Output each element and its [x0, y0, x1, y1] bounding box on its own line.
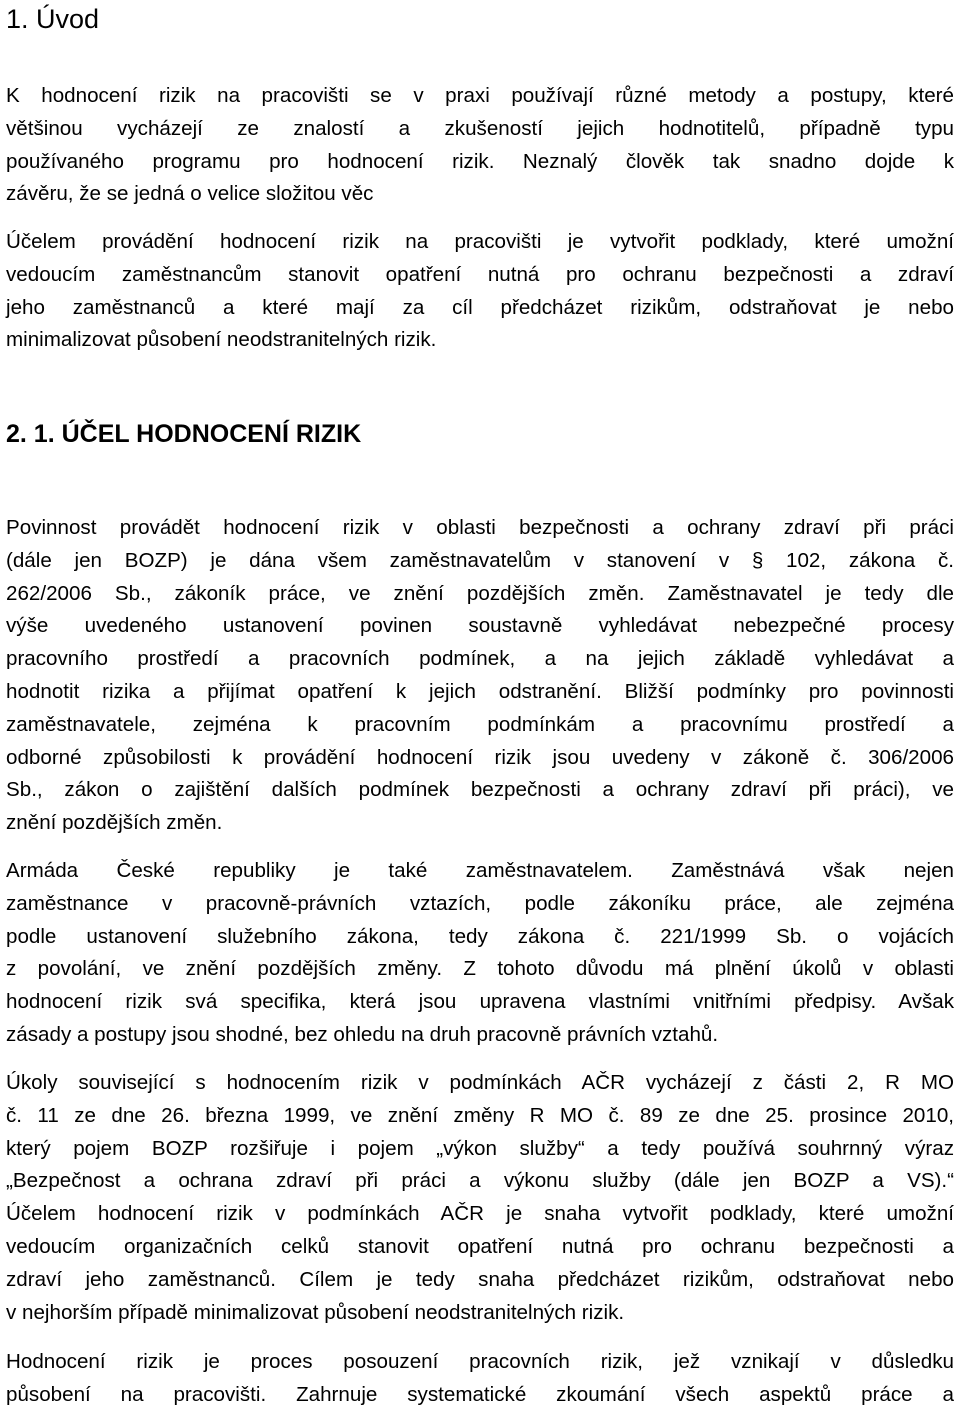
section-paragraph-1 — [6, 512, 954, 840]
text-line: Sb., zákon o zajištění dalších podmínek bezpečnosti a ochrany zdraví při práci), ve — [6, 778, 954, 802]
intro-paragraph-1 — [6, 80, 954, 211]
text-line: podle ustanovení služebního zákona, tedy zákona č. 221/1999 Sb. o vojácích — [6, 924, 954, 948]
text-line: závěru, že se jedná o velice složitou věc — [6, 182, 374, 206]
text-line: z povolání, ve znění pozdějších změny. Z tohoto důvodu má plnění úkolů v oblasti — [6, 957, 954, 981]
text-line: působení na pracovišti. Zahrnuje systematické zkoumání všech aspektů práce a — [6, 1382, 954, 1406]
text-line: vedoucím zaměstnancům stanovit opatření nutná pro ochranu bezpečnosti a zdraví — [6, 262, 954, 286]
section-paragraph-3 — [6, 1067, 954, 1329]
text-line: znění pozdějších změn. — [6, 811, 223, 835]
text-line: používaného programu pro hodnocení rizik. Neznalý člověk tak snadno dojde k — [6, 149, 954, 173]
text-line: „Bezpečnost a ochrana zdraví při práci a výkonu služby (dále jen BOZP a VS).“ — [6, 1169, 954, 1193]
text-line: Účelem hodnocení rizik v podmínkách AČR je snaha vytvořit podklady, které umožní — [6, 1202, 954, 1226]
text-line: vedoucím organizačních celků stanovit opatření nutná pro ochranu bezpečnosti a — [6, 1234, 954, 1258]
text-line: pracovního prostředí a pracovních podmínek, a na jejich základě vyhledávat a — [6, 647, 954, 671]
text-line: Povinnost provádět hodnocení rizik v oblasti bezpečnosti a ochrany zdraví při práci — [6, 516, 954, 539]
text-line: který pojem BOZP rozšiřuje i pojem „výkon služby“ a tedy používá souhrnný výraz — [6, 1136, 954, 1160]
text-line: (dále jen BOZP) je dána všem zaměstnavatelům v stanovení v § 102, zákona č. — [6, 548, 954, 572]
text-line: zaměstnavatele, zejména k pracovním podmínkám a pracovnímu prostředí a — [6, 712, 954, 736]
text-line: 262/2006 Sb., zákoník práce, ve znění pozdějších změn. Zaměstnavatel je tedy dle — [6, 581, 954, 605]
text-line: zdraví jeho zaměstnanců. Cílem je tedy snaha předcházet rizikům, odstraňovat nebo — [6, 1267, 954, 1291]
text-line: K hodnocení rizik na pracovišti se v praxi používají různé metody a postupy, které — [6, 84, 954, 107]
text-line: č. 11 ze dne 26. března 1999, ve znění změny R MO č. 89 ze dne 25. prosince 2010, — [6, 1103, 954, 1127]
intro-paragraph-2 — [6, 226, 954, 357]
text-line: odborné způsobilosti k provádění hodnocení rizik jsou uvedeny v zákoně č. 306/2006 — [6, 745, 954, 769]
text-line: v nejhorším případě minimalizovat působení neodstranitelných rizik. — [6, 1300, 625, 1324]
text-line: jeho zaměstnanců a které mají za cíl předcházet rizikům, odstraňovat je nebo — [6, 295, 954, 319]
text-line: Hodnocení rizik je proces posouzení pracovních rizik, jež vznikají v důsledku — [6, 1350, 954, 1373]
section-heading-ucel-hodnoceni-rizik: 2. 1. ÚČEL HODNOCENÍ RIZIK — [6, 420, 362, 448]
text-line: výše uvedeného ustanovení povinen soustavně vyhledávat nebezpečné procesy — [6, 614, 954, 638]
text-line: většinou vycházejí ze znalostí a zkušeností jejich hodnotitelů, případně typu — [6, 116, 954, 140]
section-paragraph-2 — [6, 855, 954, 1052]
text-line: zaměstnance v pracovně-právních vztazích, podle zákoníku práce, ale zejména — [6, 891, 954, 915]
text-line: hodnocení rizik svá specifika, která jsou upravena vlastními vnitřními předpisy. Avšak — [6, 990, 954, 1014]
text-line: hodnotit rizika a přijímat opatření k jejich odstranění. Bližší podmínky pro povinnosti — [6, 679, 954, 703]
text-line: Armáda České republiky je také zaměstnavatelem. Zaměstnává však nejen — [6, 859, 954, 882]
section-paragraph-4 — [6, 1346, 954, 1412]
text-line: minimalizovat působení neodstranitelných rizik. — [6, 328, 437, 352]
section-heading-uvod: 1. Úvod — [6, 4, 100, 34]
text-line: Účelem provádění hodnocení rizik na pracovišti je vytvořit podklady, které umožní — [6, 230, 954, 253]
text-line: zásady a postupy jsou shodné, bez ohledu na druh pracovně právních vztahů. — [6, 1022, 719, 1046]
text-line: Úkoly související s hodnocením rizik v podmínkách AČR vycházejí z části 2, R MO — [6, 1071, 954, 1094]
